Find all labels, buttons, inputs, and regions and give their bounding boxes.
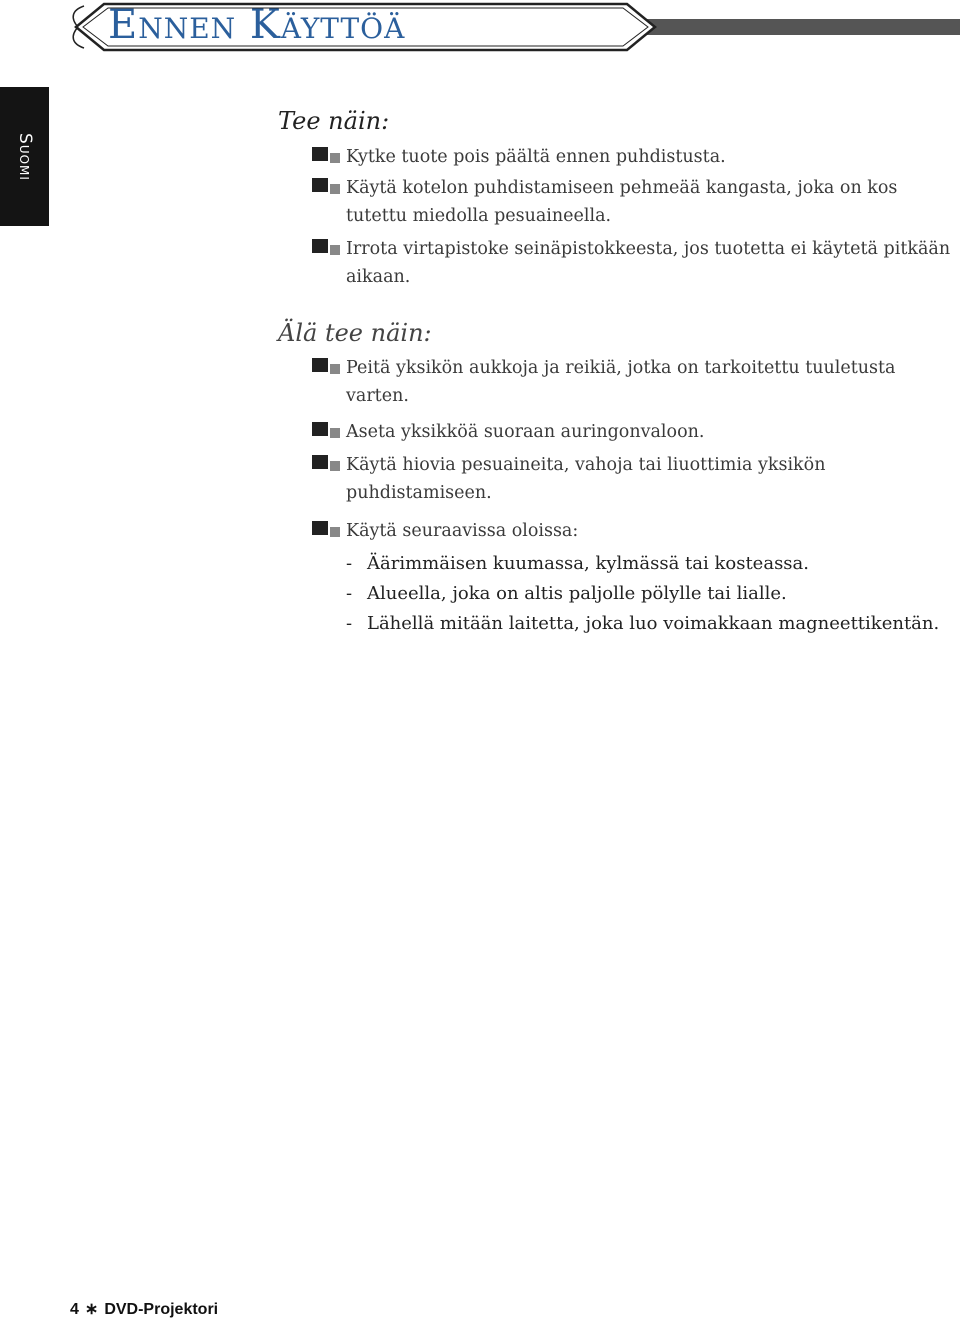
do-item-text: Käytä kotelon puhdistamiseen pehmeää kangasta, joka on kos tutettu miedolla pesuaineella. (346, 178, 898, 226)
dash-marker: - (346, 613, 353, 634)
dont-sub-item (346, 550, 946, 578)
dont-item (310, 451, 955, 507)
footer-product-name: DVD-Projektori (104, 1301, 219, 1318)
page-footer (70, 1299, 224, 1321)
dont-sub-item (346, 580, 946, 608)
dont-item-text: Käytä seuraavissa oloissa: (346, 521, 579, 541)
do-item (310, 235, 955, 291)
do-item-text: Kytke tuote pois päältä ennen puhdistusta. (346, 147, 726, 167)
do-item (310, 143, 955, 171)
language-tab (0, 87, 49, 226)
dont-item (310, 354, 955, 410)
dash-marker: - (346, 553, 353, 574)
square-bullet-icon (310, 521, 344, 541)
dont-sub-item-text: Alueella, joka on altis paljolle pölylle tai lialle. (367, 583, 787, 604)
square-bullet-icon (310, 147, 344, 167)
page-title: Ennen Käyttöä (108, 2, 406, 48)
dont-sub-item (346, 610, 946, 638)
dont-item-text: Aseta yksikköä suoraan auringonvaloon. (346, 422, 705, 442)
language-tab-label: Suomi (14, 132, 35, 181)
page-number: 4 (70, 1301, 79, 1318)
square-bullet-icon (310, 358, 344, 378)
square-bullet-icon (310, 422, 344, 442)
dont-heading: Älä tee näin: (278, 319, 432, 347)
dash-marker: - (346, 583, 353, 604)
dont-item-text: Käytä hiovia pesuaineita, vahoja tai liuottimia yksikön puhdistamiseen. (346, 455, 826, 503)
dont-item (310, 418, 955, 446)
dont-item (310, 517, 955, 545)
square-bullet-icon (310, 239, 344, 259)
square-bullet-icon (310, 178, 344, 198)
footer-separator: ∗ (84, 1301, 99, 1318)
do-heading: Tee näin: (278, 107, 390, 135)
dont-sub-item-text: Lähellä mitään laitetta, joka luo voimakkaan magneettikentän. (367, 613, 940, 634)
square-bullet-icon (310, 455, 344, 475)
do-item (310, 174, 955, 230)
header-banner (0, 0, 960, 52)
dont-sub-item-text: Äärimmäisen kuumassa, kylmässä tai kosteassa. (367, 553, 809, 574)
dont-item-text: Peitä yksikön aukkoja ja reikiä, jotka on tarkoitettu tuuletusta varten. (346, 358, 896, 406)
do-item-text: Irrota virtapistoke seinäpistokkeesta, jos tuotetta ei käytetä pitkään aikaan. (346, 239, 951, 287)
